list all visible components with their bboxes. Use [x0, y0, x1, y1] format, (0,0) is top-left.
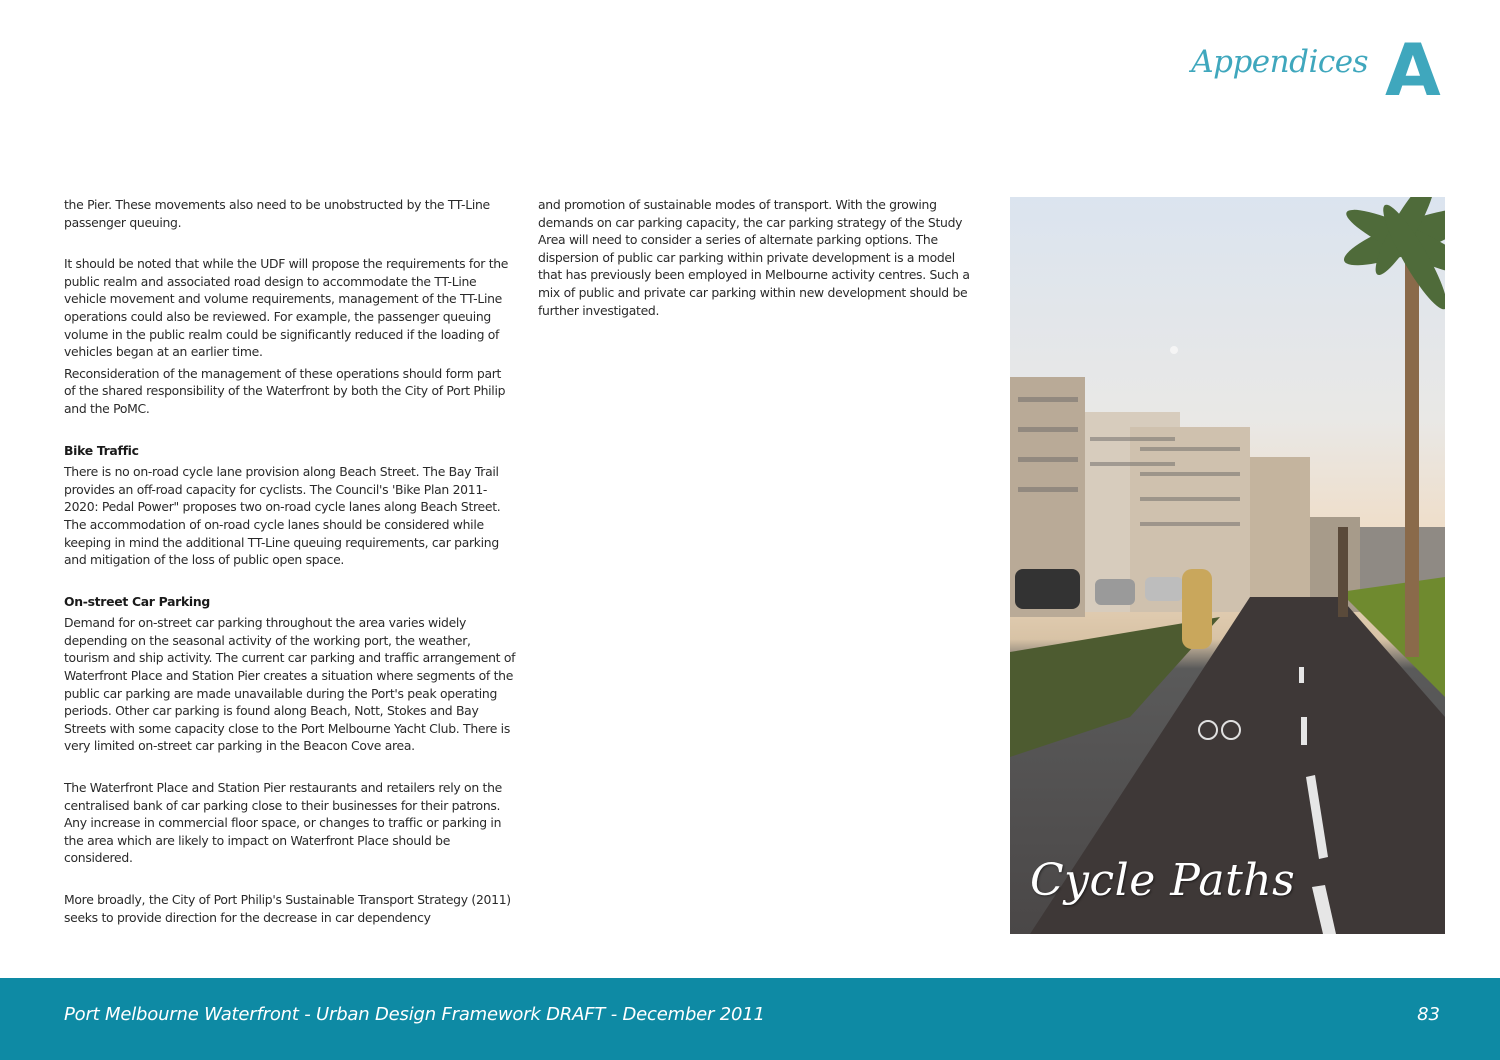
cycle-paths-photo — [1010, 197, 1445, 934]
text-column-left — [64, 196, 516, 926]
text-column-right — [538, 196, 974, 319]
paragraph: the Pier. These movements also need to be unobstructed by the TT-Line passenger queuing. — [64, 197, 490, 230]
photo-caption: Cycle Paths — [1030, 855, 1296, 906]
appendix-letter: A — [1385, 28, 1441, 112]
photo-illustration — [1010, 197, 1445, 934]
section-title: Appendices — [1191, 44, 1368, 80]
section-heading-bike-traffic: Bike Traffic — [64, 442, 139, 458]
paragraph: and promotion of sustainable modes of transport. With the growing demands on car parking capacity, the car parking strategy of the Study Area will need to consider a series of alternate parking options. The dispersion of public car parking within private development is a model that has previously been employed in Melbourne activity centres. Such a mix of public and private car parking within new development should be further investigated. — [538, 197, 970, 318]
footer-title: Port Melbourne Waterfront - Urban Design Framework DRAFT - December 2011 — [64, 1004, 765, 1025]
footer-bar — [0, 978, 1500, 1060]
paragraph: Demand for on-street car parking throughout the area varies widely depending on the seasonal activity of the working port, the weather, tourism and ship activity. The current car parking and traffic arrangement of Waterfront Place and Station Pier creates a situation where segments of the public car parking are made unavailable during the Port's peak operating periods. Other car parking is found along Beach, Nott, Stokes and Bay Streets with some capacity close to the Port Melbourne Yacht Club. There is very limited on-street car parking in the Beacon Cove area. — [64, 615, 516, 754]
section-heading-car-parking: On-street Car Parking — [64, 593, 210, 609]
paragraph: Reconsideration of the management of these operations should form part of the shared responsibility of the Waterfront by both the City of Port Philip and the PoMC. — [64, 365, 506, 416]
paragraph: The Waterfront Place and Station Pier restaurants and retailers rely on the centralised bank of car parking close to their businesses for their patrons. Any increase in commercial floor space, or changes to traffic or parking in the area which are likely to impact on Waterfront Place should be considered. — [64, 780, 502, 866]
paragraph: There is no on-road cycle lane provision along Beach Street. The Bay Trail provides an off-road capacity for cyclists. The Council's 'Bike Plan 2011-2020: Pedal Power" proposes two on-road cycle lanes along Beach Street. The accommodation of on-road cycle lanes should be considered while keeping in mind the additional TT-Line queuing requirements, car parking and mitigation of the loss of public open space. — [64, 464, 501, 568]
paragraph: More broadly, the City of Port Philip's Sustainable Transport Strategy (2011) seeks to provide direction for the decrease in car dependency — [64, 892, 511, 925]
page-number: 83 — [1417, 1004, 1440, 1025]
paragraph: It should be noted that while the UDF will propose the requirements for the public realm and associated road design to accommodate the TT-Line vehicle movement and volume requirements, management of the TT-Line operations could also be reviewed. For example, the passenger queuing volume in the public realm could be significantly reduced if the loading of vehicles began at an earlier time. — [64, 256, 509, 360]
